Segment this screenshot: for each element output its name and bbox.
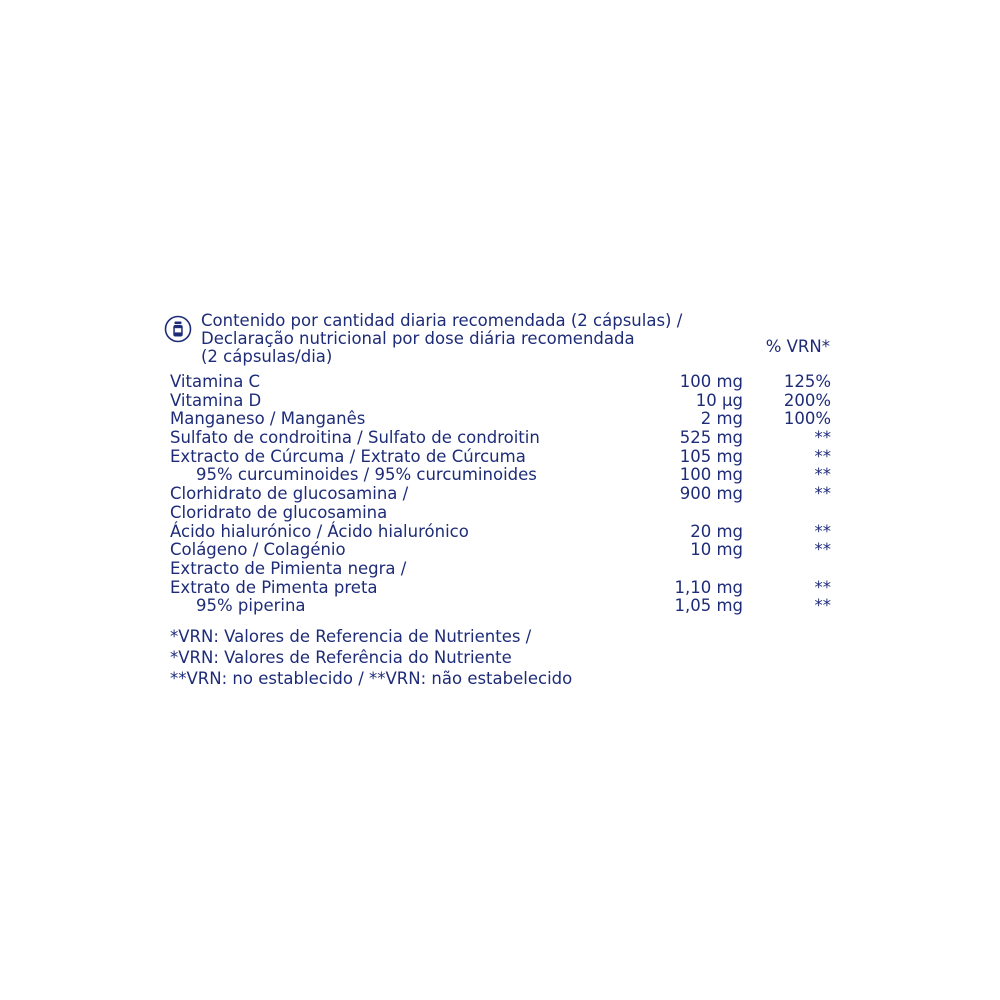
nutrient-name: Colágeno / Colagénio bbox=[170, 540, 346, 560]
table-row bbox=[170, 466, 844, 485]
nutrient-name: Extracto de Cúrcuma / Extrato de Cúrcuma bbox=[170, 446, 526, 466]
capsule-jar-icon bbox=[164, 315, 192, 343]
nutrient-name: 95% curcuminoides / 95% curcuminoides bbox=[196, 465, 537, 485]
table-row bbox=[170, 392, 844, 411]
nutrient-name: Extracto de Pimienta negra / bbox=[170, 558, 407, 578]
nutrient-vrn: 100% bbox=[783, 409, 831, 429]
table-header bbox=[164, 312, 844, 372]
table-row bbox=[170, 541, 844, 560]
nutrient-name: Sulfato de condroitina / Sulfato de condroitin bbox=[170, 428, 540, 448]
nutrient-vrn: ** bbox=[814, 540, 831, 560]
table-row bbox=[170, 410, 844, 429]
footnotes bbox=[170, 626, 572, 689]
table-row bbox=[170, 448, 844, 467]
header-title-line: (2 cápsulas/dia) bbox=[201, 347, 333, 366]
header-title bbox=[201, 312, 682, 366]
nutrient-name: Extrato de Pimenta preta bbox=[170, 577, 378, 597]
nutrient-vrn: ** bbox=[814, 577, 831, 597]
nutrient-vrn: 125% bbox=[783, 372, 831, 391]
nutrient-vrn: ** bbox=[814, 484, 831, 504]
footnote: **VRN: no establecido / **VRN: não estabelecido bbox=[170, 669, 573, 688]
table-row bbox=[170, 597, 844, 616]
nutrient-vrn: ** bbox=[814, 428, 831, 448]
nutrient-vrn: ** bbox=[814, 596, 831, 616]
nutrient-amount: 1,05 mg bbox=[674, 596, 743, 616]
vrn-column-header: % VRN* bbox=[765, 337, 830, 356]
nutrient-name: Vitamina D bbox=[170, 390, 262, 410]
nutrient-vrn: ** bbox=[814, 521, 831, 541]
nutrient-name: Ácido hialurónico / Ácido hialurónico bbox=[170, 521, 469, 541]
nutrient-amount: 20 mg bbox=[690, 521, 743, 541]
table-row bbox=[170, 485, 844, 504]
footnote: *VRN: Valores de Referencia de Nutrientes / bbox=[170, 627, 532, 646]
nutrient-amount: 105 mg bbox=[679, 446, 743, 466]
table-row bbox=[170, 373, 844, 392]
header-title-line: Declaração nutricional por dose diária recomendada bbox=[201, 329, 635, 348]
table-row bbox=[170, 560, 844, 579]
nutrient-name: Vitamina C bbox=[170, 372, 261, 391]
table-row bbox=[170, 429, 844, 448]
header-title-line: Contenido por cantidad diaria recomendada (2 cápsulas) / bbox=[201, 311, 683, 330]
nutrient-amount: 100 mg bbox=[679, 465, 743, 485]
nutrient-rows bbox=[170, 373, 844, 616]
nutrient-amount: 525 mg bbox=[679, 428, 743, 448]
table-row bbox=[170, 504, 844, 523]
nutrient-amount: 100 mg bbox=[679, 372, 743, 391]
nutrient-vrn: 200% bbox=[783, 390, 831, 410]
nutrient-name: 95% piperina bbox=[196, 596, 306, 616]
footnote: *VRN: Valores de Referência do Nutriente bbox=[170, 648, 512, 667]
nutrient-amount: 900 mg bbox=[679, 484, 743, 504]
nutrient-name: Cloridrato de glucosamina bbox=[170, 502, 388, 522]
nutrient-vrn: ** bbox=[814, 465, 831, 485]
table-row bbox=[170, 579, 844, 598]
nutrient-amount: 2 mg bbox=[700, 409, 743, 429]
nutrient-amount: 10 mg bbox=[690, 540, 743, 560]
nutrient-name: Manganeso / Manganês bbox=[170, 409, 366, 429]
nutrient-amount: 10 µg bbox=[695, 390, 743, 410]
nutrition-panel bbox=[164, 311, 844, 688]
nutrient-vrn: ** bbox=[814, 446, 831, 466]
nutrient-name: Clorhidrato de glucosamina / bbox=[170, 484, 409, 504]
table-row bbox=[170, 523, 844, 542]
nutrient-amount: 1,10 mg bbox=[674, 577, 743, 597]
